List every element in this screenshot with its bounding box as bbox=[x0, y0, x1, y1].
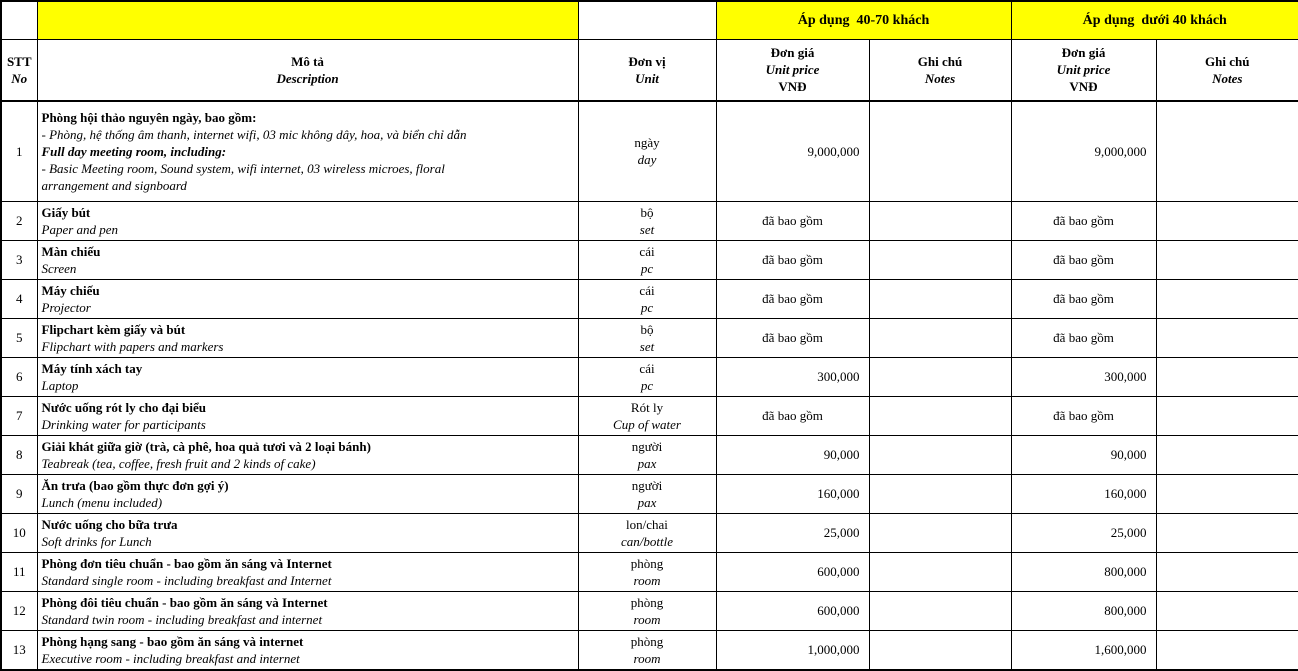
unit-english: pax bbox=[637, 494, 657, 510]
group-header-under-40: Áp dụng dưới 40 khách bbox=[1011, 1, 1298, 39]
price-cell-under-40: đã bao gồm bbox=[1011, 201, 1156, 240]
description-cell bbox=[37, 240, 578, 279]
unit-vietnamese: người bbox=[631, 477, 663, 493]
notes-cell-under-40 bbox=[1156, 396, 1298, 435]
description-line: Giấy bút bbox=[41, 204, 91, 220]
table-row bbox=[1, 101, 1298, 201]
row-number: 8 bbox=[1, 435, 37, 474]
price-cell-40-70: 25,000 bbox=[716, 513, 869, 552]
price-cell-40-70: đã bao gồm bbox=[716, 279, 869, 318]
unit-vietnamese: cái bbox=[639, 360, 655, 376]
notes-cell-40-70 bbox=[869, 201, 1011, 240]
header-description bbox=[37, 39, 578, 101]
unit-vietnamese: phòng bbox=[630, 594, 664, 610]
notes-cell-under-40 bbox=[1156, 435, 1298, 474]
description-cell bbox=[37, 101, 578, 201]
price-cell-40-70: đã bao gồm bbox=[716, 396, 869, 435]
table-row bbox=[1, 396, 1298, 435]
description-line: Phòng đôi tiêu chuẩn - bao gồm ăn sáng và Internet bbox=[41, 594, 328, 610]
price-cell-40-70: đã bao gồm bbox=[716, 240, 869, 279]
table-row bbox=[1, 318, 1298, 357]
table-row bbox=[1, 240, 1298, 279]
description-cell bbox=[37, 552, 578, 591]
unit-english: pc bbox=[640, 260, 654, 276]
blank-cell-stt bbox=[1, 1, 37, 39]
description-line: Phòng hội thảo nguyên ngày, bao gồm: bbox=[41, 109, 257, 125]
unit-cell bbox=[578, 591, 716, 630]
row-number: 1 bbox=[1, 101, 37, 201]
description-line: - Phòng, hệ thống âm thanh, internet wifi, 03 mic không dây, hoa, và biển chỉ dẫn bbox=[41, 126, 467, 142]
notes-cell-40-70 bbox=[869, 240, 1011, 279]
yellow-banner-cell bbox=[37, 1, 578, 39]
notes-cell-40-70 bbox=[869, 396, 1011, 435]
unit-vietnamese: Rót ly bbox=[630, 399, 664, 415]
price-cell-40-70: 90,000 bbox=[716, 435, 869, 474]
description-line: Screen bbox=[41, 260, 77, 276]
row-number: 12 bbox=[1, 591, 37, 630]
unit-cell bbox=[578, 279, 716, 318]
header-price-vi: Đơn giá bbox=[1061, 45, 1106, 61]
price-cell-under-40: đã bao gồm bbox=[1011, 396, 1156, 435]
description-line: Standard single room - including breakfast and Internet bbox=[41, 572, 332, 588]
description-line: Flipchart with papers and markers bbox=[41, 338, 224, 354]
notes-cell-under-40 bbox=[1156, 552, 1298, 591]
notes-cell-40-70 bbox=[869, 101, 1011, 201]
unit-cell bbox=[578, 513, 716, 552]
table-row bbox=[1, 357, 1298, 396]
row-number: 7 bbox=[1, 396, 37, 435]
header-price-en: Unit price bbox=[1056, 62, 1111, 78]
row-number: 3 bbox=[1, 240, 37, 279]
unit-vietnamese: bộ bbox=[640, 204, 654, 220]
unit-vietnamese: phòng bbox=[630, 633, 664, 649]
description-line: Paper and pen bbox=[41, 221, 119, 237]
notes-cell-40-70 bbox=[869, 474, 1011, 513]
unit-vietnamese: bộ bbox=[640, 321, 654, 337]
price-cell-40-70: 600,000 bbox=[716, 591, 869, 630]
notes-cell-40-70 bbox=[869, 435, 1011, 474]
price-cell-under-40: 25,000 bbox=[1011, 513, 1156, 552]
price-cell-under-40: đã bao gồm bbox=[1011, 240, 1156, 279]
header-notes-under-40 bbox=[1156, 39, 1298, 101]
header-unit-price-under-40 bbox=[1011, 39, 1156, 101]
description-line: Projector bbox=[41, 299, 91, 315]
unit-english: pc bbox=[640, 377, 654, 393]
notes-cell-under-40 bbox=[1156, 630, 1298, 670]
header-notes-vi: Ghi chú bbox=[917, 53, 963, 69]
notes-cell-40-70 bbox=[869, 279, 1011, 318]
notes-cell-under-40 bbox=[1156, 474, 1298, 513]
description-line: - Basic Meeting room, Sound system, wifi internet, 03 wireless microes, floral bbox=[41, 160, 445, 176]
description-line: arrangement and signboard bbox=[41, 177, 187, 193]
price-cell-40-70: 1,000,000 bbox=[716, 630, 869, 670]
unit-vietnamese: ngày bbox=[634, 135, 660, 151]
group-header-row bbox=[1, 1, 1298, 39]
description-cell bbox=[37, 591, 578, 630]
row-number: 6 bbox=[1, 357, 37, 396]
description-line: Laptop bbox=[41, 377, 79, 393]
notes-cell-under-40 bbox=[1156, 101, 1298, 201]
table-row bbox=[1, 201, 1298, 240]
description-line: Full day meeting room, including: bbox=[41, 143, 227, 159]
unit-english: day bbox=[637, 152, 657, 168]
header-price-vi: Đơn giá bbox=[770, 45, 815, 61]
description-line: Màn chiếu bbox=[41, 243, 101, 259]
unit-vietnamese: lon/chai bbox=[626, 516, 668, 532]
unit-vietnamese: phòng bbox=[630, 555, 664, 571]
unit-english: Cup of water bbox=[613, 416, 681, 432]
table-row bbox=[1, 435, 1298, 474]
table-row bbox=[1, 279, 1298, 318]
notes-cell-under-40 bbox=[1156, 318, 1298, 357]
price-cell-40-70: đã bao gồm bbox=[716, 201, 869, 240]
price-cell-under-40: 90,000 bbox=[1011, 435, 1156, 474]
table-header bbox=[1, 1, 1298, 101]
header-notes-en: Notes bbox=[924, 70, 956, 86]
notes-cell-40-70 bbox=[869, 591, 1011, 630]
notes-cell-under-40 bbox=[1156, 513, 1298, 552]
description-line: Drinking water for participants bbox=[41, 416, 206, 432]
header-unit-en: Unit bbox=[635, 70, 659, 86]
group-header-40-70: Áp dụng 40-70 khách bbox=[716, 1, 1011, 39]
notes-cell-40-70 bbox=[869, 357, 1011, 396]
description-line: Flipchart kèm giấy và bút bbox=[41, 321, 186, 337]
table-body bbox=[1, 101, 1298, 670]
unit-english: room bbox=[633, 572, 661, 588]
price-cell-under-40: đã bao gồm bbox=[1011, 318, 1156, 357]
unit-english: pax bbox=[637, 455, 657, 471]
description-cell bbox=[37, 357, 578, 396]
notes-cell-40-70 bbox=[869, 318, 1011, 357]
column-header-row bbox=[1, 39, 1298, 101]
row-number: 10 bbox=[1, 513, 37, 552]
header-stt bbox=[1, 39, 37, 101]
description-line: Phòng đơn tiêu chuẩn - bao gồm ăn sáng và Internet bbox=[41, 555, 332, 571]
description-cell bbox=[37, 279, 578, 318]
header-stt-vi: STT bbox=[6, 53, 32, 69]
unit-vietnamese: cái bbox=[639, 243, 655, 259]
description-cell bbox=[37, 513, 578, 552]
notes-cell-under-40 bbox=[1156, 357, 1298, 396]
description-line: Teabreak (tea, coffee, fresh fruit and 2 kinds of cake) bbox=[41, 455, 316, 471]
table-row bbox=[1, 630, 1298, 670]
row-number: 4 bbox=[1, 279, 37, 318]
description-line: Lunch (menu included) bbox=[41, 494, 163, 510]
header-price-en: Unit price bbox=[765, 62, 820, 78]
price-cell-40-70: 160,000 bbox=[716, 474, 869, 513]
price-cell-under-40: 9,000,000 bbox=[1011, 101, 1156, 201]
notes-cell-40-70 bbox=[869, 630, 1011, 670]
description-line: Soft drinks for Lunch bbox=[41, 533, 152, 549]
description-line: Standard twin room - including breakfast and internet bbox=[41, 611, 323, 627]
unit-cell bbox=[578, 201, 716, 240]
description-line: Máy chiếu bbox=[41, 282, 100, 298]
unit-cell bbox=[578, 474, 716, 513]
unit-cell bbox=[578, 552, 716, 591]
table-row bbox=[1, 591, 1298, 630]
header-notes-40-70 bbox=[869, 39, 1011, 101]
header-stt-en: No bbox=[11, 70, 28, 86]
price-cell-40-70: 300,000 bbox=[716, 357, 869, 396]
table-row bbox=[1, 474, 1298, 513]
header-description-vi: Mô tả bbox=[291, 53, 324, 69]
notes-cell-under-40 bbox=[1156, 591, 1298, 630]
price-cell-under-40: 800,000 bbox=[1011, 591, 1156, 630]
notes-cell-under-40 bbox=[1156, 240, 1298, 279]
unit-cell bbox=[578, 396, 716, 435]
unit-english: set bbox=[639, 338, 655, 354]
row-number: 9 bbox=[1, 474, 37, 513]
description-line: Ăn trưa (bao gồm thực đơn gợi ý) bbox=[41, 477, 229, 493]
description-cell bbox=[37, 435, 578, 474]
notes-cell-under-40 bbox=[1156, 279, 1298, 318]
unit-cell bbox=[578, 357, 716, 396]
unit-cell bbox=[578, 435, 716, 474]
description-line: Phòng hạng sang - bao gồm ăn sáng và internet bbox=[41, 633, 304, 649]
row-number: 2 bbox=[1, 201, 37, 240]
unit-cell bbox=[578, 318, 716, 357]
price-cell-40-70: 600,000 bbox=[716, 552, 869, 591]
description-cell bbox=[37, 318, 578, 357]
unit-english: pc bbox=[640, 299, 654, 315]
price-cell-40-70: đã bao gồm bbox=[716, 318, 869, 357]
header-notes-en: Notes bbox=[1212, 70, 1243, 86]
unit-cell bbox=[578, 240, 716, 279]
header-notes-vi: Ghi chú bbox=[1205, 53, 1250, 69]
notes-cell-40-70 bbox=[869, 513, 1011, 552]
row-number: 13 bbox=[1, 630, 37, 670]
unit-cell bbox=[578, 101, 716, 201]
header-price-currency: VNĐ bbox=[778, 79, 807, 95]
price-cell-under-40: 1,600,000 bbox=[1011, 630, 1156, 670]
row-number: 5 bbox=[1, 318, 37, 357]
description-line: Giải khát giữa giờ (trà, cà phê, hoa quả tươi và 2 loại bánh) bbox=[41, 438, 371, 454]
header-price-currency: VNĐ bbox=[1069, 79, 1098, 95]
header-unit bbox=[578, 39, 716, 101]
unit-english: room bbox=[633, 650, 661, 666]
table-row bbox=[1, 552, 1298, 591]
notes-cell-40-70 bbox=[869, 552, 1011, 591]
description-cell bbox=[37, 201, 578, 240]
description-line: Nước uống rót ly cho đại biểu bbox=[41, 399, 207, 415]
price-cell-under-40: 160,000 bbox=[1011, 474, 1156, 513]
header-description-en: Description bbox=[276, 70, 339, 86]
price-cell-40-70: 9,000,000 bbox=[716, 101, 869, 201]
header-unit-vi: Đơn vị bbox=[628, 53, 666, 69]
unit-cell bbox=[578, 630, 716, 670]
notes-cell-under-40 bbox=[1156, 201, 1298, 240]
blank-cell-unit bbox=[578, 1, 716, 39]
unit-english: set bbox=[639, 221, 655, 237]
description-line: Executive room - including breakfast and internet bbox=[41, 650, 300, 666]
price-cell-under-40: đã bao gồm bbox=[1011, 279, 1156, 318]
table-row bbox=[1, 513, 1298, 552]
description-cell bbox=[37, 474, 578, 513]
header-unit-price-40-70 bbox=[716, 39, 869, 101]
unit-english: room bbox=[633, 611, 661, 627]
description-cell bbox=[37, 396, 578, 435]
description-line: Nước uống cho bữa trưa bbox=[41, 516, 178, 532]
description-cell bbox=[37, 630, 578, 670]
unit-vietnamese: cái bbox=[639, 282, 655, 298]
price-cell-under-40: 800,000 bbox=[1011, 552, 1156, 591]
price-cell-under-40: 300,000 bbox=[1011, 357, 1156, 396]
description-line: Máy tính xách tay bbox=[41, 360, 143, 376]
unit-vietnamese: người bbox=[631, 438, 663, 454]
row-number: 11 bbox=[1, 552, 37, 591]
unit-english: can/bottle bbox=[621, 533, 673, 549]
